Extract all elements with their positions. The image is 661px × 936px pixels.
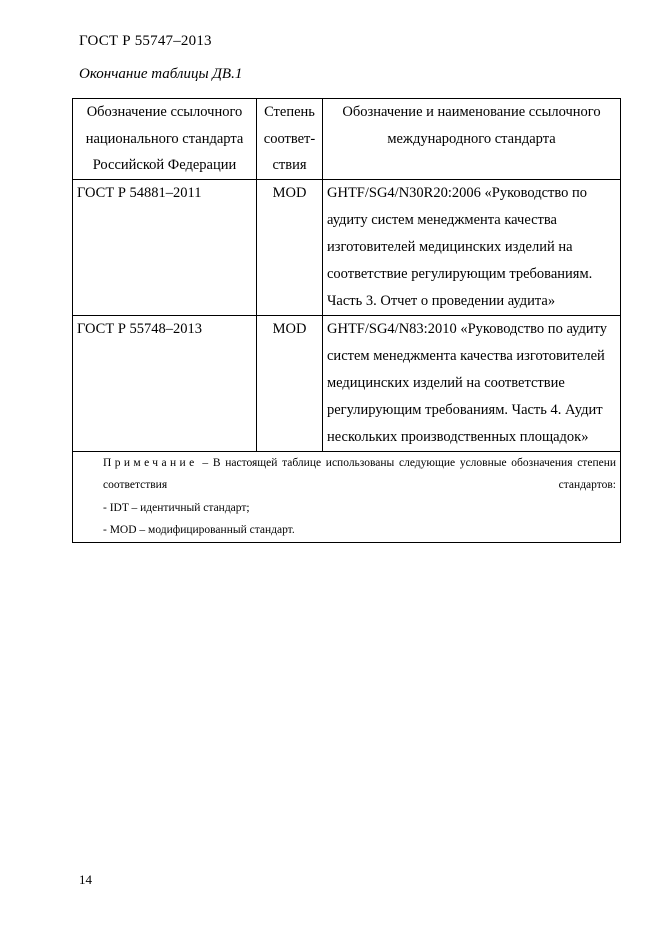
table-note: [73, 451, 621, 542]
reference-standards-table: [72, 98, 621, 543]
column-header-international: Обозначение и наименование ссылочного международного стандарта: [323, 99, 621, 180]
page-number: 14: [79, 872, 92, 887]
international-standard-cell: GHTF/SG4/N83:2010 «Руководство по аудиту систем менеджмента качества изготовителей медицинских изделий на соответствие регулирующим требованиям. Часть 4. Аудит нескольких производственных площадок»: [323, 315, 621, 451]
note-item-mod: - MOD – модифицированный стандарт.: [103, 524, 295, 536]
national-standard-cell: ГОСТ Р 54881–2011: [73, 179, 257, 315]
table-header-row: [73, 99, 621, 180]
table-row: [73, 315, 621, 451]
national-standard-cell: ГОСТ Р 55748–2013: [73, 315, 257, 451]
document-code: ГОСТ Р 55747–2013: [79, 33, 212, 49]
degree-cell: MOD: [257, 315, 323, 451]
note-text: – В настоящей таблице использованы следующие условные обозначения степени соответствия стандартов:: [103, 456, 617, 491]
note-title: Примечание: [103, 456, 198, 469]
note-item-idt: - IDT – идентичный стандарт;: [103, 501, 250, 514]
degree-cell: MOD: [257, 179, 323, 315]
table-note-row: [73, 451, 621, 542]
table-row: [73, 179, 621, 315]
international-standard-cell: GHTF/SG4/N30R20:2006 «Руководство по аудиту систем менеджмента качества изготовителей медицинских изделий на соответствие регулирующим требованиям. Часть 3. Отчет о проведении аудита»: [323, 179, 621, 315]
column-header-degree: Степень соответ-ствия: [257, 99, 323, 180]
table-caption: Окончание таблицы ДВ.1: [79, 66, 243, 82]
note-intro: [77, 452, 616, 497]
column-header-national: Обозначение ссылочного национального стандарта Российской Федерации: [73, 99, 257, 180]
